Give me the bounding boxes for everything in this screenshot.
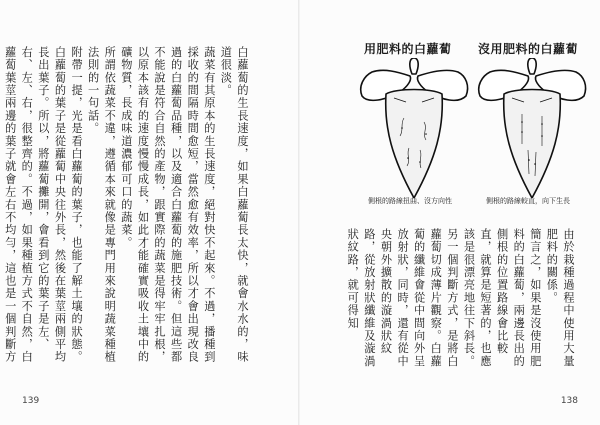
right-page-body-text: 由於栽種過程中使用大量肥料的關係。 簡言之，如果是沒使用肥料的白蘿蔔，兩邊長出的側根的位置路線會比較直，就算是短著的，也應該是很漂亮地往下斜長。 另一個判斷方式，是將白蘿蔔切成薄片觀察。白蘿蔔的纖維會從中間向外呈放射狀，同時，還有從中央朝外擴散的漩渦狀紋路，從放射狀纖維及漩渦狀紋路，就可得知: [346, 228, 575, 368]
figure-title-without-fertilizer: 沒用肥料的白蘿蔔: [478, 42, 579, 56]
figure-caption-with-fertilizer: 側根的路線扭曲、沒方向性: [368, 197, 452, 205]
radish-with-fertilizer-illustration: [354, 58, 474, 198]
radish-without-fertilizer-illustration: [472, 58, 592, 198]
figure-caption-without-fertilizer: 側根的路線較直，向下生長: [486, 197, 570, 205]
figure-title-with-fertilizer: 用肥料的白蘿蔔: [364, 42, 452, 56]
page-number-right: 138: [560, 396, 578, 406]
right-page: [300, 0, 600, 425]
left-page-body-text: 白蘿蔔的生長速度，如果白蘿蔔長太快，就會水水的，味道很淡。 蔬菜有其原本的生長速度，絕對快不起來。不過，播種到採收的間隔時間愈短，當然愈有效率，所以才會出現改良過的白蘿蔔品種，以及適合白蘿蔔的施肥技術。但這些都不能說是符合自然的產物，跟實際的蔬菜是得牢牢扎根，以原本該有的速度慢慢成長，如此才能確實吸收土壤中的礦物質，長成味道濃郁可口的蔬菜。 所謂依蔬菜不違，遵循本來就像是專門用來說明蔬菜種植法則的一句話。 附帶一提，光是看白蘿蔔的葉子，也能了解土壤的狀態。白蘿蔔的葉子是從蘿蔔中央往外長，然後在葉莖兩側平均長出葉子。所以，將蘿蔔攤開，會看到它的葉子是左、右、左、右，很整齊的。不過，如果種植方式不自然，白蘿蔔葉莖兩邊的葉子就會左右不均勻，這也是一個判斷方: [3, 46, 249, 364]
radish-root-shape: [386, 90, 443, 199]
page-number-left: 139: [22, 396, 40, 406]
